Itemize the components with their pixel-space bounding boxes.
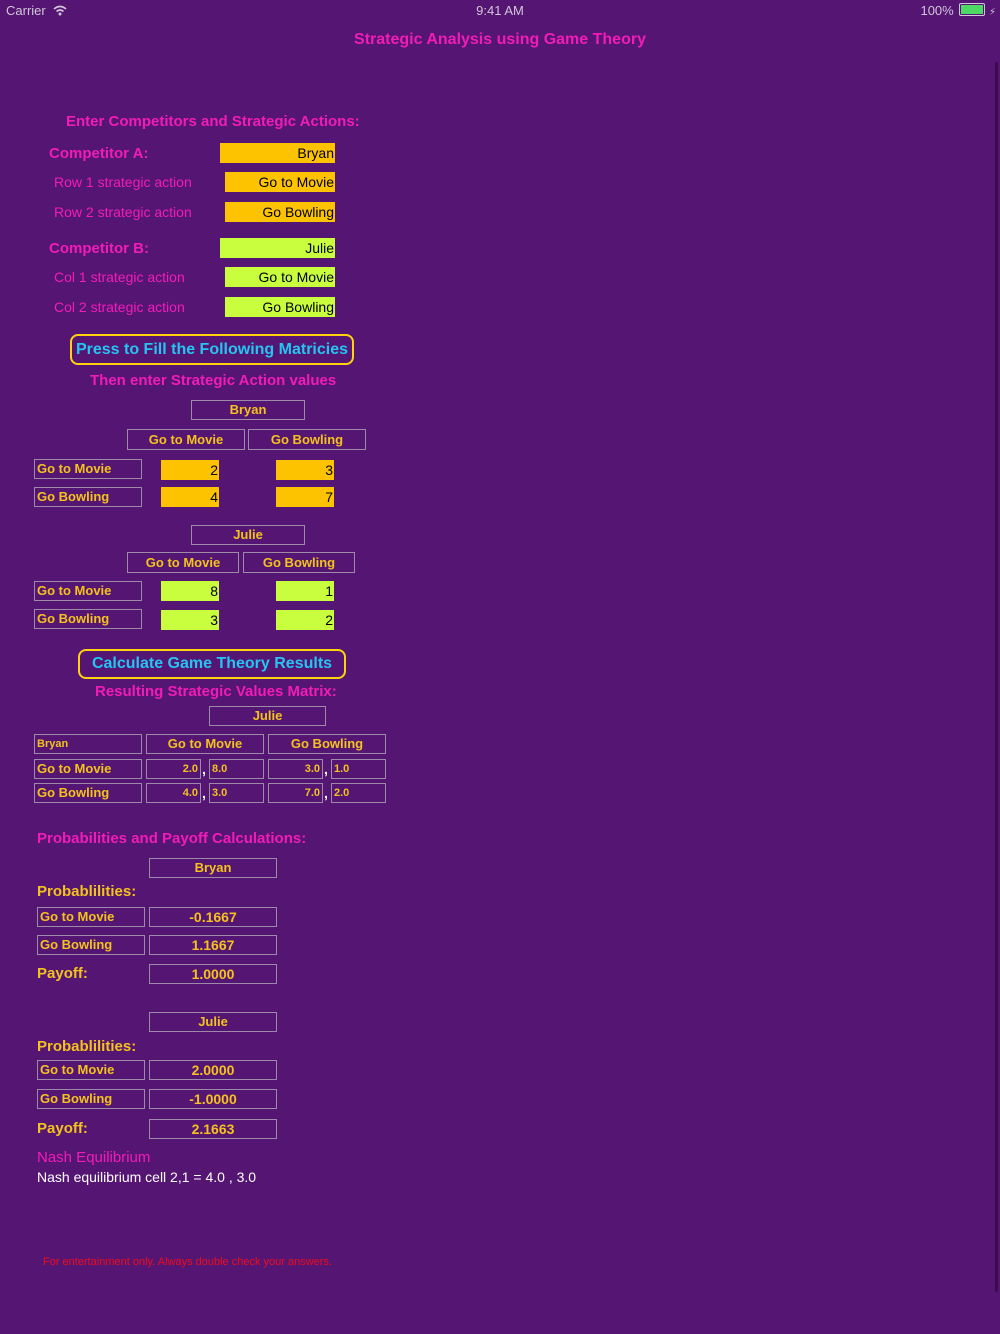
- wifi-icon: [53, 5, 67, 16]
- matrix-a-col2: Go Bowling: [248, 429, 366, 450]
- prob-a-label: Probablilities:: [37, 883, 137, 900]
- prob-a-value2: 1.1667: [149, 935, 277, 955]
- matrix-b-row2: Go Bowling: [34, 609, 142, 629]
- col1-action-field[interactable]: Go to Movie: [225, 267, 335, 287]
- result-row2: Go Bowling: [34, 783, 142, 803]
- competitor-a-label: Competitor A:: [49, 145, 149, 162]
- matrix-a-cell-1-2[interactable]: 3: [276, 460, 334, 480]
- col2-action-field[interactable]: Go Bowling: [225, 297, 335, 317]
- then-enter-label: Then enter Strategic Action values: [90, 372, 337, 389]
- prob-b-player: Julie: [149, 1012, 277, 1032]
- matrix-a-cell-2-2[interactable]: 7: [276, 487, 334, 507]
- col2-label: Col 2 strategic action: [54, 299, 185, 315]
- competitor-b-label: Competitor B:: [49, 240, 149, 257]
- competitor-b-field[interactable]: Julie: [220, 238, 335, 258]
- battery-icon: [959, 3, 985, 16]
- row1-action-field[interactable]: Go to Movie: [225, 172, 335, 192]
- payoff-b-label: Payoff:: [37, 1120, 88, 1137]
- matrix-b-row1: Go to Movie: [34, 581, 142, 601]
- status-battery: 100% ⚡: [920, 3, 996, 18]
- matrix-a-player: Bryan: [191, 400, 305, 420]
- scrollbar[interactable]: [995, 62, 998, 1292]
- inputs-section-title: Enter Competitors and Strategic Actions:: [66, 113, 360, 130]
- prob-a-row2: Go Bowling: [37, 935, 145, 955]
- result-col2: Go Bowling: [268, 734, 386, 754]
- result-title: Resulting Strategic Values Matrix:: [95, 683, 337, 700]
- result-separator: ,: [324, 761, 328, 777]
- matrix-a-cell-1-1[interactable]: 2: [161, 460, 219, 480]
- matrix-b-cell-2-1[interactable]: 3: [161, 610, 219, 630]
- result-separator: ,: [324, 785, 328, 801]
- matrix-a-col1: Go to Movie: [127, 429, 245, 450]
- prob-a-player: Bryan: [149, 858, 277, 878]
- result-cell-1-2-a: 3.0: [268, 759, 323, 779]
- calculate-button[interactable]: Calculate Game Theory Results: [78, 649, 346, 679]
- row1-label: Row 1 strategic action: [54, 174, 192, 190]
- result-row1: Go to Movie: [34, 759, 142, 779]
- result-separator: ,: [202, 761, 206, 777]
- result-cell-2-2-a: 7.0: [268, 783, 323, 803]
- result-cell-2-1-a: 4.0: [146, 783, 201, 803]
- fill-matrices-button[interactable]: Press to Fill the Following Matricies: [70, 334, 354, 365]
- prob-b-value2: -1.0000: [149, 1089, 277, 1109]
- row2-label: Row 2 strategic action: [54, 204, 192, 220]
- payoff-a-value: 1.0000: [149, 964, 277, 984]
- result-separator: ,: [202, 785, 206, 801]
- prob-a-value1: -0.1667: [149, 907, 277, 927]
- matrix-b-cell-1-2[interactable]: 1: [276, 581, 334, 601]
- nash-result: Nash equilibrium cell 2,1 = 4.0 , 3.0: [37, 1169, 257, 1185]
- matrix-b-cell-2-2[interactable]: 2: [276, 610, 334, 630]
- competitor-a-field[interactable]: Bryan: [220, 143, 335, 163]
- result-col1: Go to Movie: [146, 734, 264, 754]
- status-carrier: Carrier: [6, 3, 67, 18]
- result-cell-1-2-b: 1.0: [331, 759, 386, 779]
- result-cell-1-1-a: 2.0: [146, 759, 201, 779]
- payoff-b-value: 2.1663: [149, 1119, 277, 1139]
- prob-b-row2: Go Bowling: [37, 1089, 145, 1109]
- matrix-a-cell-2-1[interactable]: 4: [161, 487, 219, 507]
- result-cell-1-1-b: 8.0: [209, 759, 264, 779]
- disclaimer: For entertainment only. Always double check your answers.: [43, 1256, 332, 1268]
- matrix-b-player: Julie: [191, 525, 305, 545]
- result-cell-2-1-b: 3.0: [209, 783, 264, 803]
- app-title: Strategic Analysis using Game Theory: [354, 31, 646, 48]
- nash-title: Nash Equilibrium: [37, 1149, 151, 1166]
- row2-action-field[interactable]: Go Bowling: [225, 202, 335, 222]
- probabilities-title: Probabilities and Payoff Calculations:: [37, 830, 307, 847]
- status-time: 9:41 AM: [476, 3, 524, 18]
- matrix-b-cell-1-1[interactable]: 8: [161, 581, 219, 601]
- prob-a-row1: Go to Movie: [37, 907, 145, 927]
- payoff-a-label: Payoff:: [37, 965, 88, 982]
- charging-icon: ⚡: [988, 7, 996, 18]
- matrix-b-col1: Go to Movie: [127, 552, 239, 573]
- matrix-a-row2: Go Bowling: [34, 487, 142, 507]
- col1-label: Col 1 strategic action: [54, 269, 185, 285]
- matrix-b-col2: Go Bowling: [243, 552, 355, 573]
- prob-b-row1: Go to Movie: [37, 1060, 145, 1080]
- prob-b-label: Probablilities:: [37, 1038, 137, 1055]
- prob-b-value1: 2.0000: [149, 1060, 277, 1080]
- matrix-a-row1: Go to Movie: [34, 459, 142, 479]
- result-col-player: Julie: [209, 706, 326, 726]
- result-cell-2-2-b: 2.0: [331, 783, 386, 803]
- result-row-player: Bryan: [34, 734, 142, 754]
